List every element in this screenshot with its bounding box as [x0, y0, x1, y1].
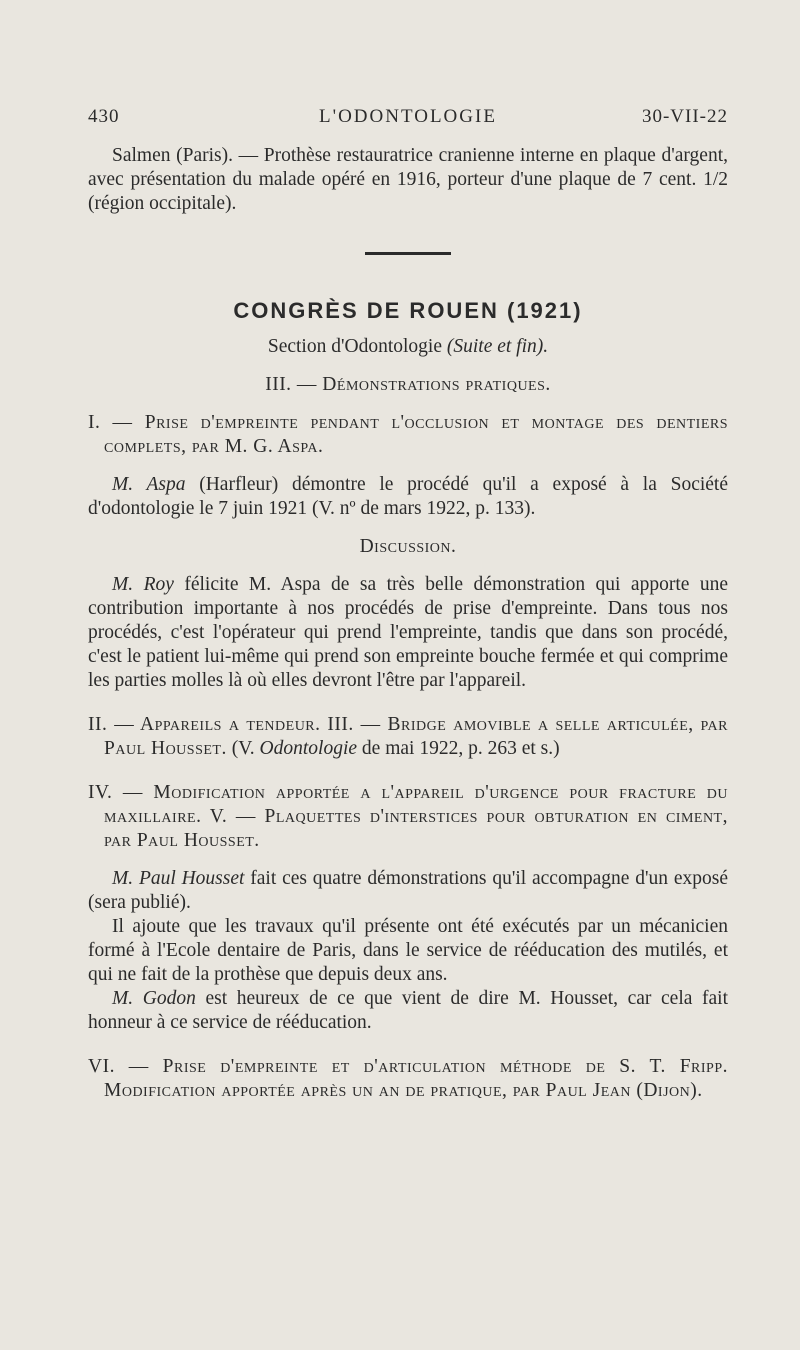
discussion-paragraph: [88, 573, 728, 693]
item-2-ref-rest: de mai 1922, p. 263 et s.): [361, 738, 560, 759]
section-divider: [365, 252, 451, 255]
congress-title: CONGRÈS DE ROUEN (1921): [233, 298, 583, 323]
item-2-ref-journal: Odontologie: [259, 738, 358, 759]
page-header: [88, 106, 728, 136]
item-1-title: I. — Prise d'empreinte pendant l'occlusion et montage des dentiers complets, par M. G. Aspa.: [88, 412, 728, 457]
speaker-godon: M. Godon: [112, 988, 196, 1009]
item-1-paragraph: [88, 473, 728, 521]
item-4-title: IV. — Modification apportée a l'appareil d'urgence pour fracture du maxillaire. V. — Plaquettes d'interstices pour obturation en ciment, par Paul Housset.: [88, 782, 728, 851]
item-4-paragraph-3: [88, 987, 728, 1035]
speaker-aspa: M. Aspa: [112, 474, 186, 495]
speaker-roy: M. Roy: [112, 574, 174, 595]
item-4-paragraph-2: Il ajoute que les travaux qu'il présente ont été exécutés par un mécanicien formé à l'Ecole dentaire de Paris, dans le service de rééducation des mutilés, et qui ne fait de la prothèse que depuis deux ans.: [88, 916, 728, 985]
item-4-text: fait ces quatre démonstrations qu'il accompagne d'un exposé (sera publié).: [88, 868, 729, 913]
item-4-paragraph: [88, 867, 728, 915]
item-4-text-3: est heureux de ce que vient de dire M. Housset, car cela fait honneur à ce service de rééducation.: [88, 988, 729, 1033]
discussion-heading: Discussion.: [359, 536, 457, 557]
section-heading: [88, 335, 728, 359]
section-note: (Suite et fin).: [446, 336, 549, 357]
subsection-heading: III. — Démonstrations pratiques.: [265, 374, 551, 395]
item-2-title: II. — Appareils a tendeur. III. — Bridge amovible a selle articulée, par Paul Housset.: [88, 714, 728, 759]
journal-title: L'ODONTOLOGIE: [319, 106, 497, 127]
page-number: 430: [88, 106, 120, 127]
item-1-text: (Harfleur) démontre le procédé qu'il a exposé à la Société d'odontologie le 7 juin 1921 (V. nº de mars 1922, p. 133).: [88, 474, 728, 519]
section-name: Section d'Odontologie: [267, 336, 442, 357]
item-2-paragraph: [88, 713, 728, 761]
speaker-housset: M. Paul Housset: [112, 868, 245, 889]
issue-date: 30-VII-22: [641, 106, 728, 127]
item-2-ref-open: (V.: [231, 738, 255, 759]
discussion-text: félicite M. Aspa de sa très belle démonstration qui apporte une contribution importante à nos procédés de prise d'empreinte. Dans tous nos procédés, c'est l'opérateur qui prend l'empreinte, tandis que dans son procédé, c'est le patient lui-même qui prend son empreinte bouche fermée et qui comprime les parties molles là où elles devront l'être par l'appareil.: [88, 574, 728, 691]
page-body: [88, 144, 728, 1103]
item-6-title: VI. — Prise d'empreinte et d'articulation méthode de S. T. Fripp. Modification apportée après un an de pratique, par Paul Jean (Dijon).: [88, 1056, 728, 1101]
intro-paragraph: Salmen (Paris). — Prothèse restauratrice cranienne interne en plaque d'argent, avec présentation du malade opéré en 1916, porteur d'une plaque de 7 cent. 1/2 (région occipitale).: [88, 145, 728, 214]
